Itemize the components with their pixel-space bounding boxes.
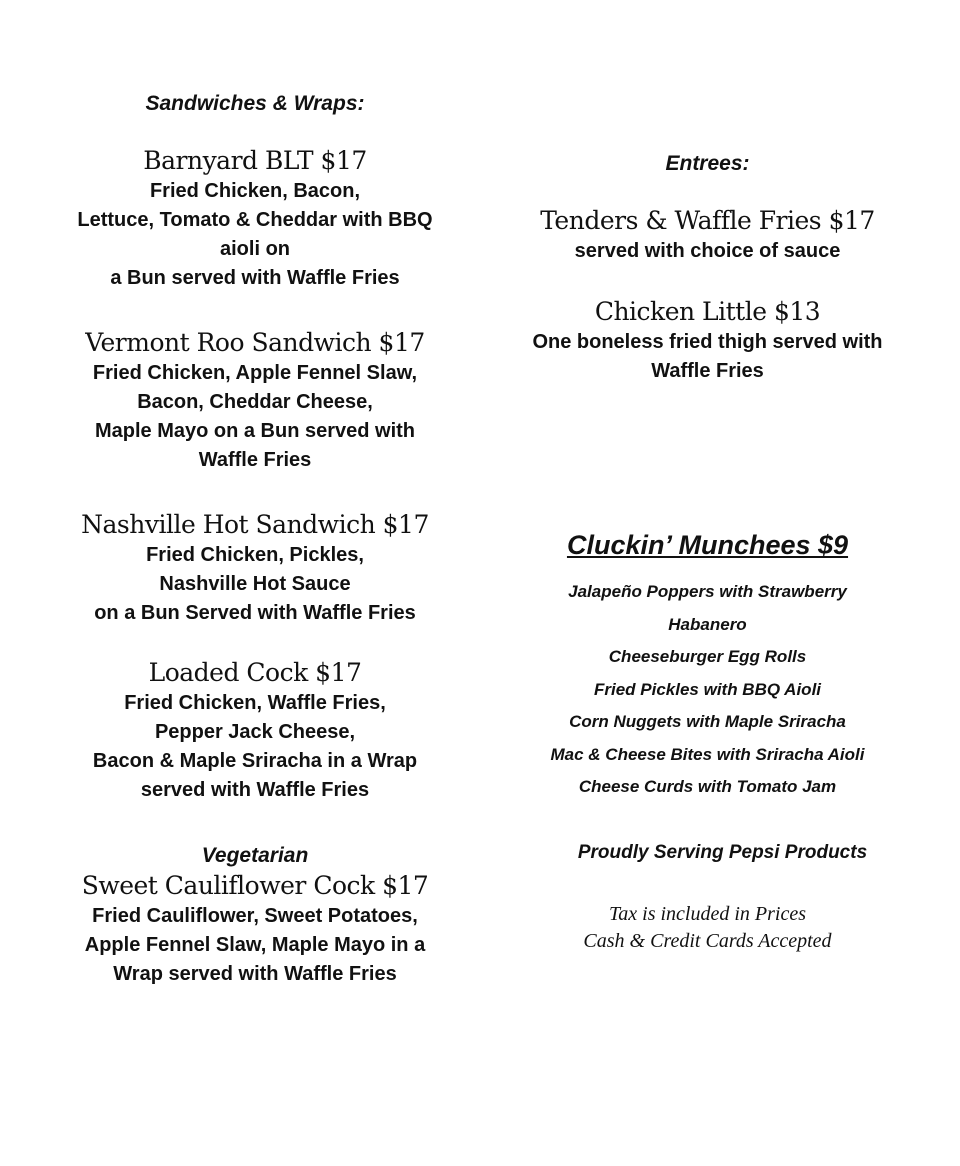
item-description (40, 689, 470, 805)
item-title: Vermont Roo Sandwich $17 (85, 328, 425, 357)
description-line: Bacon, Cheddar Cheese, (137, 391, 373, 413)
munchies-section (500, 528, 915, 804)
description-line: on a Bun Served with Waffle Fries (94, 602, 416, 624)
item-title: Nashville Hot Sandwich $17 (81, 510, 429, 539)
menu-item-loaded-cock (40, 657, 470, 805)
menu-item-sweet-cauliflower (40, 842, 470, 989)
item-title: Loaded Cock $17 (148, 658, 362, 687)
item-title: Chicken Little $13 (594, 297, 821, 326)
item-description (40, 902, 470, 989)
menu-item-chicken-little (500, 296, 915, 386)
description-line: Waffle Fries (651, 360, 764, 382)
munchies-item: Cheeseburger Egg Rolls (608, 647, 807, 666)
description-line: served with Waffle Fries (140, 779, 370, 801)
description-line: Pepper Jack Cheese, (154, 721, 356, 743)
description-line: One boneless fried thigh served with (532, 331, 883, 353)
item-description (40, 359, 470, 475)
tax-note: Tax is included in Prices (608, 902, 807, 925)
description-line: Fried Chicken, Apple Fennel Slaw, (92, 362, 418, 384)
item-description (40, 541, 470, 628)
description-line: Fried Cauliflower, Sweet Potatoes, (92, 905, 418, 927)
description-line: Bacon & Maple Sriracha in a Wrap (92, 750, 418, 772)
item-title: Sweet Cauliflower Cock $17 (81, 871, 429, 900)
description-line: Apple Fennel Slaw, Maple Mayo in a (84, 934, 426, 956)
item-description (500, 237, 915, 266)
description-line: Waffle Fries (198, 449, 312, 471)
menu-item-vermont-roo (40, 327, 470, 475)
description-line: Wrap served with Waffle Fries (113, 963, 397, 985)
sandwiches-heading: Sandwiches & Wraps: (145, 92, 365, 115)
description-line: Fried Chicken, Waffle Fries, (124, 692, 386, 714)
description-line: Lettuce, Tomato & Cheddar with BBQ (77, 209, 433, 231)
munchies-heading: Cluckin’ Munchees $9 (566, 530, 849, 560)
menu-item-tenders (500, 205, 915, 266)
vegetarian-label: Vegetarian (201, 844, 309, 867)
payment-note: Cash & Credit Cards Accepted (583, 929, 832, 952)
item-description (500, 328, 915, 386)
munchies-item: Mac & Cheese Bites with Sriracha Aioli (550, 744, 865, 764)
description-line: served with choice of sauce (574, 240, 841, 262)
entrees-column (500, 150, 915, 955)
pepsi-note: Proudly Serving Pepsi Products (577, 841, 868, 863)
menu-item-nashville-hot (40, 509, 470, 628)
description-line: Fried Chicken, Pickles, (146, 544, 364, 566)
munchies-item: Jalapeño Poppers with Strawberry (568, 582, 847, 601)
item-title: Barnyard BLT $17 (143, 146, 367, 175)
item-title: Tenders & Waffle Fries $17 (540, 206, 875, 235)
description-line: Maple Mayo on a Bun served with (94, 420, 416, 442)
description-line: a Bun served with Waffle Fries (110, 267, 400, 289)
munchies-item: Corn Nuggets with Maple Sriracha (569, 712, 846, 731)
item-description (40, 177, 470, 293)
footer-notes (500, 901, 915, 955)
description-line: aioli on (220, 238, 290, 260)
sandwiches-column (40, 90, 470, 989)
menu-item-barnyard-blt (40, 145, 470, 293)
description-line: Nashville Hot Sauce (159, 573, 351, 595)
munchies-item: Cheese Curds with Tomato Jam (578, 777, 837, 796)
munchies-item: Fried Pickles with BBQ Aioli (593, 679, 822, 699)
entrees-heading: Entrees: (665, 152, 750, 175)
description-line: Fried Chicken, Bacon, (149, 180, 361, 202)
munchies-list (500, 576, 915, 804)
munchies-item: Habanero (668, 614, 747, 634)
